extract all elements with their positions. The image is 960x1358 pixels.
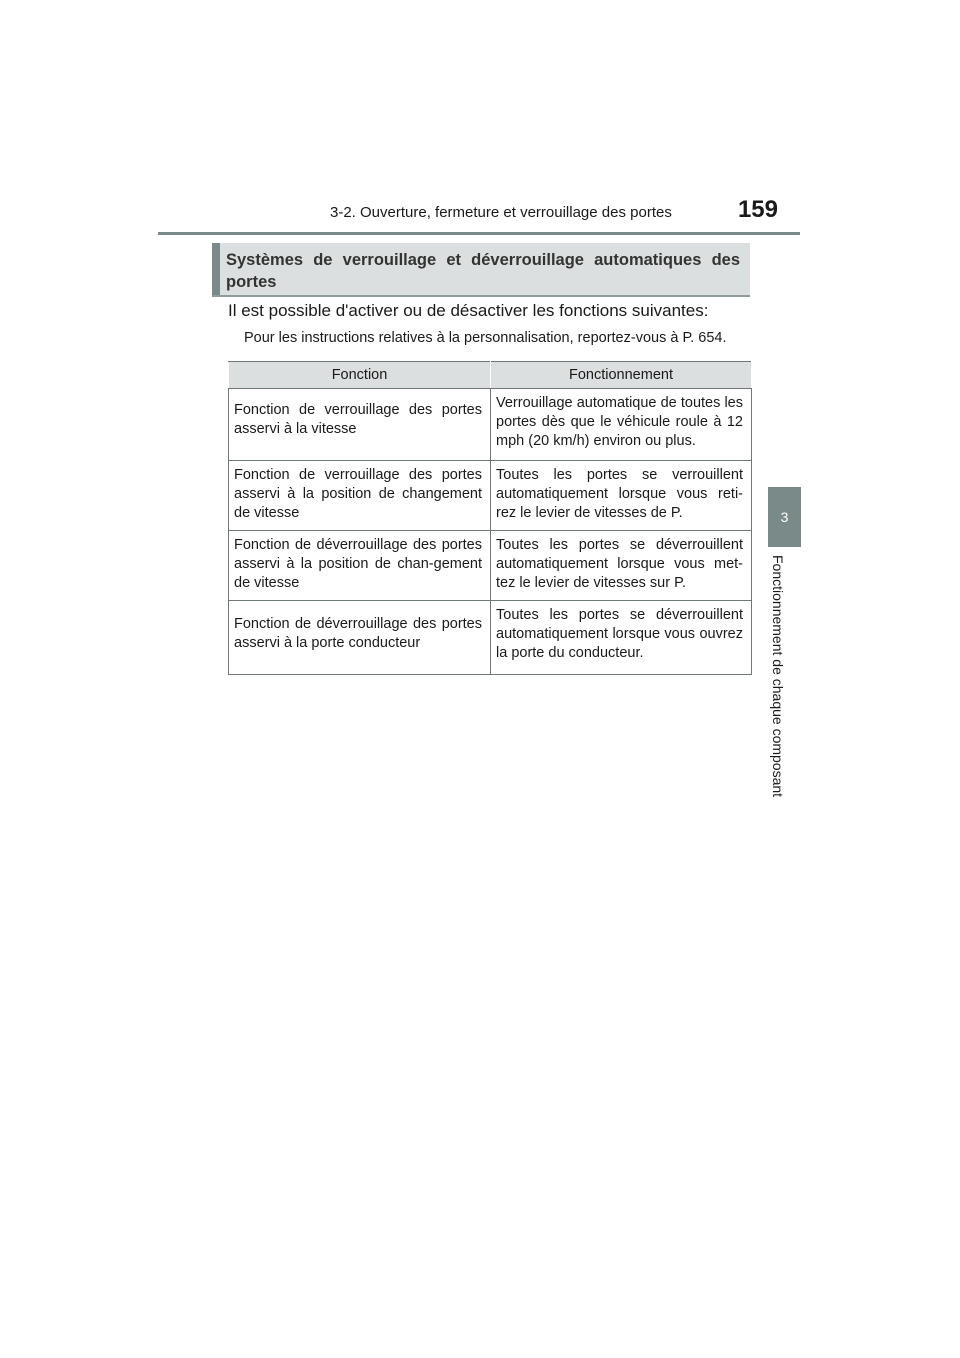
function-cell: Fonction de déverrouillage des portes asservi à la position de chan-gement de vitesse xyxy=(229,531,491,601)
section-title: Systèmes de verrouillage et déverrouillage automatiques des portes xyxy=(226,251,740,291)
section-accent-bar xyxy=(212,243,220,295)
chapter-tab-number: 3 xyxy=(780,509,789,525)
page-number: 159 xyxy=(737,196,778,223)
intro-paragraph: Il est possible d'activer ou de désactiver les fonctions suivantes: xyxy=(228,301,709,320)
header-divider xyxy=(158,232,800,235)
operation-cell: Verrouillage automatique de toutes les portes dès que le véhicule roule à 12 mph (20 km/h) environ ou plus. xyxy=(491,389,752,461)
column-header-function: Fonction xyxy=(229,362,491,389)
operation-cell: Toutes les portes se verrouillent automatiquement lorsque vous reti-rez le levier de vitesses de P. xyxy=(491,461,752,531)
function-cell: Fonction de verrouillage des portes asservi à la vitesse xyxy=(229,389,491,461)
function-cell: Fonction de déverrouillage des portes asservi à la porte conducteur xyxy=(229,601,491,675)
table-row xyxy=(229,389,752,461)
chapter-header: 3-2. Ouverture, fermeture et verrouillage des portes xyxy=(330,204,672,221)
table-header-row xyxy=(229,362,752,389)
functions-table xyxy=(228,361,752,675)
operation-cell: Toutes les portes se déverrouillent automatiquement lorsque vous met-tez le levier de vitesses sur P. xyxy=(491,531,752,601)
chapter-tab xyxy=(768,487,801,547)
column-header-operation: Fonctionnement xyxy=(491,362,752,389)
function-cell: Fonction de verrouillage des portes asservi à la position de changement de vitesse xyxy=(229,461,491,531)
table-row xyxy=(229,461,752,531)
customization-note: Pour les instructions relatives à la personnalisation, reportez-vous à P. 654. xyxy=(244,330,727,346)
table-row xyxy=(229,531,752,601)
operation-cell: Toutes les portes se déverrouillent automatiquement lorsque vous ouvrez la porte du conducteur. xyxy=(491,601,752,675)
section-heading-box xyxy=(212,243,750,297)
table-row xyxy=(229,601,752,675)
chapter-tab-label: Fonctionnement de chaque composant xyxy=(770,555,786,798)
